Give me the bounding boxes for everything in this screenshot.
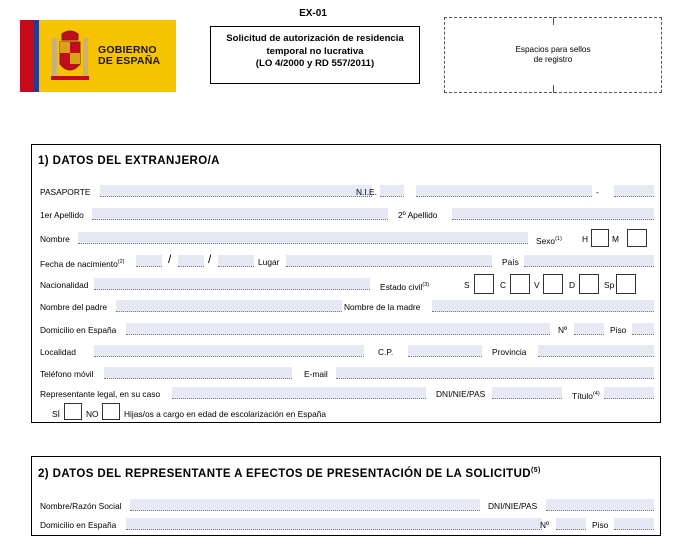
flag-stripe-red xyxy=(20,20,34,92)
logo-text: GOBIERNO DE ESPAÑA xyxy=(98,44,161,67)
label-surname-1: 1er Apellido xyxy=(40,210,84,220)
label-rep2-id: DNI/NIE/PAS xyxy=(488,501,538,511)
father-name-field[interactable] xyxy=(116,300,342,312)
section-title: 1) DATOS DEL EXTRANJERO/A xyxy=(38,155,220,167)
marital-sp-checkbox[interactable] xyxy=(616,274,636,294)
nie-control-field[interactable] xyxy=(614,185,654,197)
label-email: E-mail xyxy=(304,369,328,379)
surname-1-field[interactable] xyxy=(92,208,388,220)
label-locality: Localidad xyxy=(40,347,76,357)
label-marital-d: D xyxy=(569,280,576,290)
marital-s-checkbox[interactable] xyxy=(474,274,494,294)
number-field[interactable] xyxy=(574,323,604,335)
rep-id-field[interactable] xyxy=(492,387,562,399)
label-no: NO xyxy=(86,409,99,419)
children-no-checkbox[interactable] xyxy=(102,403,120,420)
date-separator: / xyxy=(168,252,172,266)
label-mobile: Teléfono móvil xyxy=(40,369,94,379)
label-father-name: Nombre del padre xyxy=(40,302,108,312)
postal-code-field[interactable] xyxy=(408,345,482,357)
sex-m-checkbox[interactable] xyxy=(627,229,647,247)
label-marital-c: C xyxy=(500,280,507,290)
label-passport: PASAPORTE xyxy=(40,187,91,197)
legal-representative-field[interactable] xyxy=(172,387,426,399)
label-children: Hijas/os a cargo en edad de escolarización en España xyxy=(124,409,327,419)
nie-letter-field[interactable] xyxy=(380,185,404,197)
rep2-number-field[interactable] xyxy=(556,518,586,530)
label-nie: N.I.E. xyxy=(356,187,377,197)
mother-name-field[interactable] xyxy=(432,300,654,312)
label-sex-m: M xyxy=(612,234,619,244)
form-title: Solicitud de autorización de residencia temporal no lucrativa (LO 4/2000 y RD 557/2011) xyxy=(210,26,420,84)
section-foreigner-data xyxy=(31,144,661,423)
nationality-field[interactable] xyxy=(94,278,370,290)
children-yes-checkbox[interactable] xyxy=(64,403,82,420)
label-company-name: Nombre/Razón Social xyxy=(40,501,122,511)
address-field[interactable] xyxy=(126,323,550,335)
registry-stamp-area: Espacios para sellos de registro xyxy=(444,17,662,93)
locality-field[interactable] xyxy=(94,345,364,357)
label-marital-s: S xyxy=(464,280,470,290)
section-representative-data xyxy=(31,456,661,536)
label-rep-id: DNI/NIE/PAS xyxy=(436,389,486,399)
province-field[interactable] xyxy=(538,345,654,357)
label-marital-v: V xyxy=(534,280,540,290)
company-name-field[interactable] xyxy=(130,499,480,511)
rep2-id-field[interactable] xyxy=(546,499,654,511)
name-field[interactable] xyxy=(78,232,528,244)
label-province: Provincia xyxy=(492,347,527,357)
label-birth-place: Lugar xyxy=(258,257,280,267)
label-sex: Sexo$^{(1)}$ xyxy=(536,235,562,246)
section-title: 2) DATOS DEL REPRESENTANTE A EFECTOS DE PRESENTACIÓN DE LA SOLICITUD$^{(5)}$ xyxy=(38,467,541,480)
label-postal-code: C.P. xyxy=(378,347,394,357)
birth-day-field[interactable] xyxy=(136,255,162,267)
rep2-address-field[interactable] xyxy=(126,518,542,530)
nie-separator: - xyxy=(596,187,599,197)
birth-month-field[interactable] xyxy=(178,255,204,267)
label-yes: SÍ xyxy=(52,409,60,419)
label-nationality: Nacionalidad xyxy=(40,280,89,290)
label-mother-name: Nombre de la madre xyxy=(344,302,421,312)
label-rep2-number: Nº xyxy=(540,520,550,530)
label-surname-2: 2º Apellido xyxy=(398,210,438,220)
label-country: País xyxy=(502,257,519,267)
label-number: Nº xyxy=(558,325,568,335)
label-title: Título$^{(4)}$ xyxy=(572,390,600,401)
label-rep2-floor: Piso xyxy=(592,520,609,530)
title-field[interactable] xyxy=(604,387,654,399)
marital-v-checkbox[interactable] xyxy=(543,274,563,294)
label-address: Domicilio en España xyxy=(40,325,117,335)
flag-stripe-blue xyxy=(34,20,39,92)
coat-of-arms-icon xyxy=(48,30,92,84)
label-rep2-address: Domicilio en España xyxy=(40,520,117,530)
surname-2-field[interactable] xyxy=(452,208,654,220)
mobile-field[interactable] xyxy=(104,367,292,379)
nie-number-field[interactable] xyxy=(416,185,592,197)
marital-c-checkbox[interactable] xyxy=(510,274,530,294)
date-separator: / xyxy=(208,252,212,266)
country-field[interactable] xyxy=(524,255,654,267)
marital-d-checkbox[interactable] xyxy=(579,274,599,294)
email-field[interactable] xyxy=(336,367,654,379)
birth-year-field[interactable] xyxy=(218,255,254,267)
passport-field[interactable] xyxy=(100,185,372,197)
government-logo xyxy=(20,20,176,92)
rep2-floor-field[interactable] xyxy=(614,518,654,530)
sex-h-checkbox[interactable] xyxy=(591,229,609,247)
label-birth-date: Fecha de nacimiento$^{(2)}$ xyxy=(40,258,125,269)
label-sex-h: H xyxy=(582,234,589,244)
form-code: EX-01 xyxy=(299,8,327,19)
label-marital-status: Estado civil$^{(3)}$ xyxy=(380,281,430,292)
label-marital-sp: Sp xyxy=(604,280,615,290)
label-legal-representative: Representante legal, en su caso xyxy=(40,389,161,399)
label-name: Nombre xyxy=(40,234,70,244)
floor-field[interactable] xyxy=(632,323,654,335)
birth-place-field[interactable] xyxy=(286,255,492,267)
label-floor: Piso xyxy=(610,325,627,335)
